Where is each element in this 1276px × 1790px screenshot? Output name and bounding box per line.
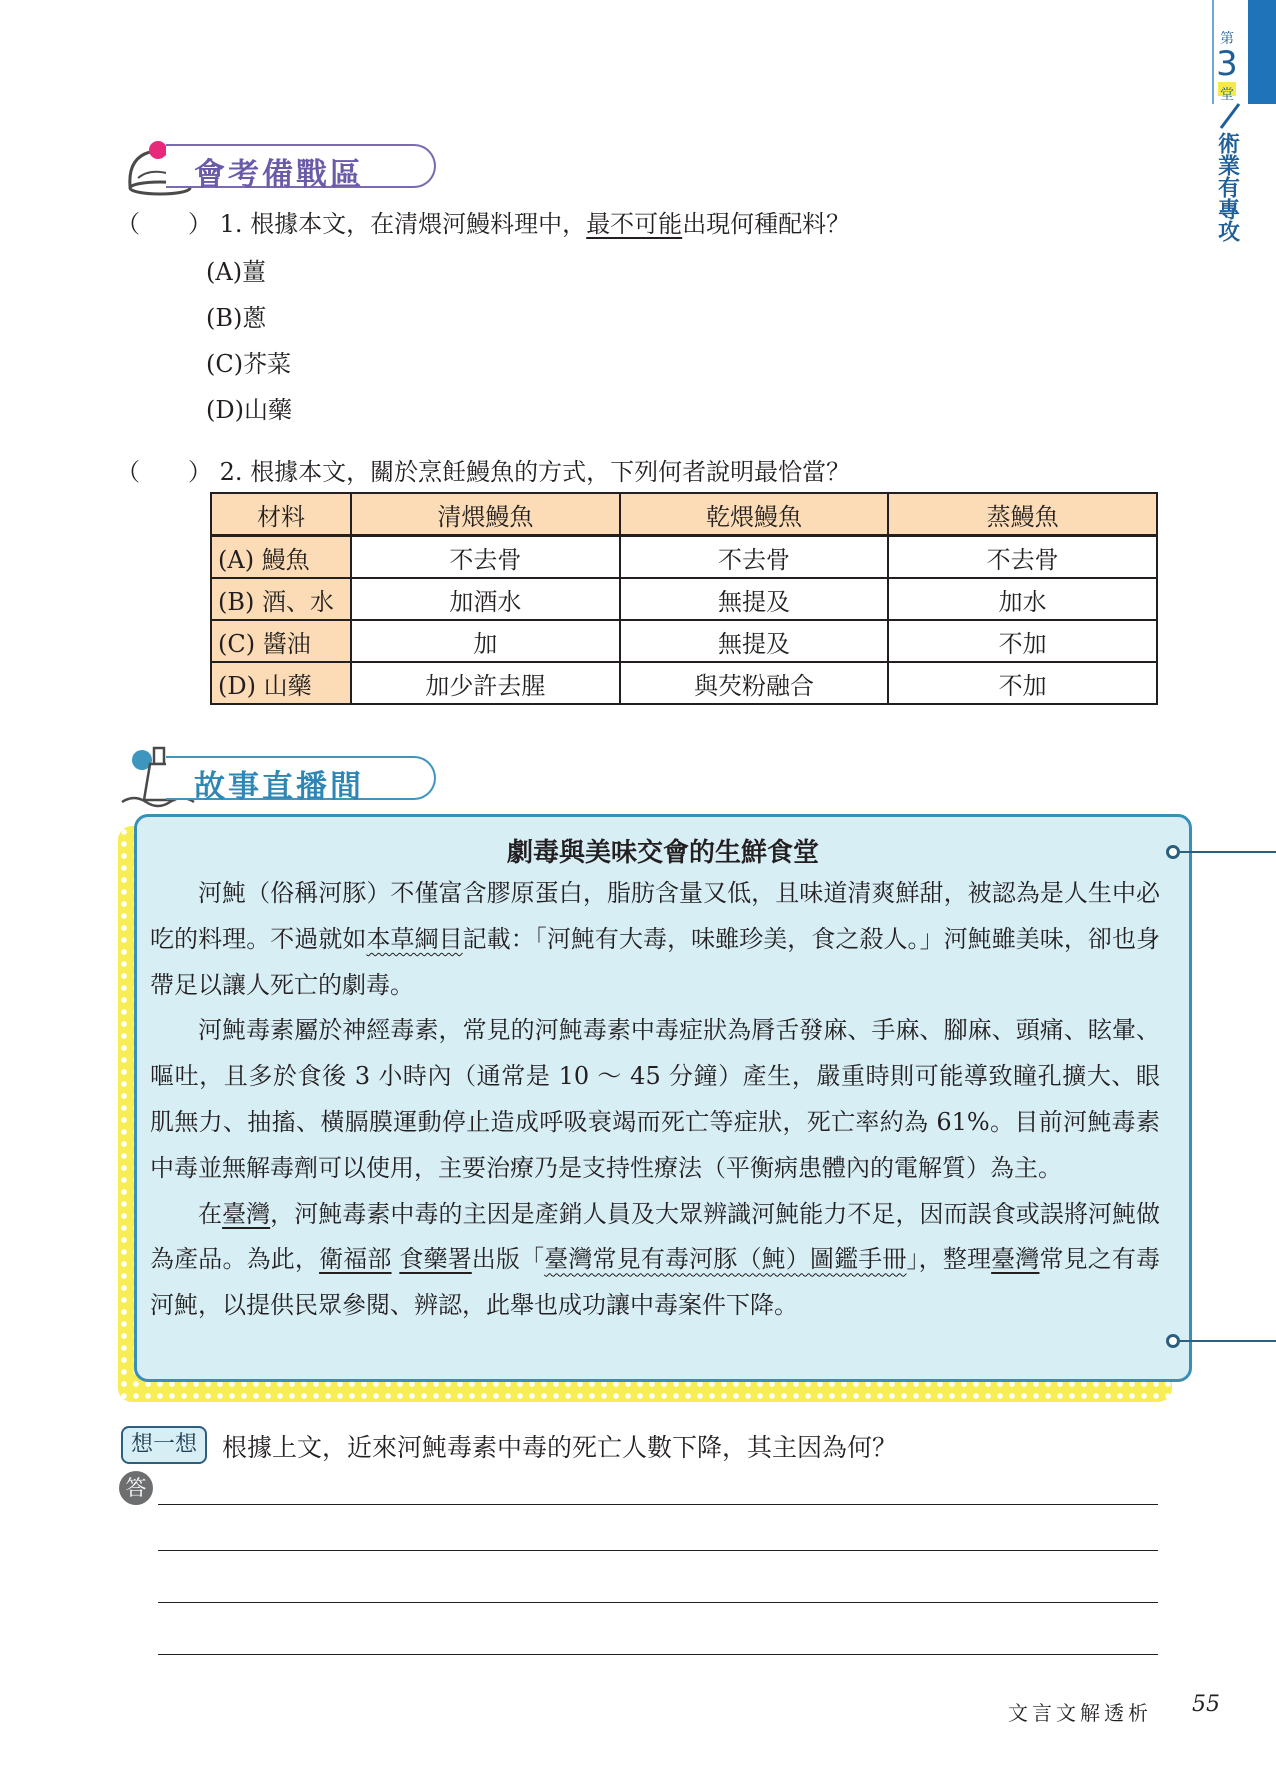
table-header-row — [211, 493, 1157, 536]
slash-divider-icon — [1215, 102, 1243, 130]
table-header: 蒸鰻魚 — [888, 493, 1157, 536]
book-title: 臺灣常見有毒河豚（魨）圖鑑手冊 — [544, 1245, 907, 1274]
answer-line[interactable] — [158, 1504, 1158, 1505]
side-tab-bar — [1248, 0, 1276, 104]
chapter-number: 3 — [1216, 44, 1238, 84]
answer-paren: （ ） — [116, 458, 212, 486]
table-cell: (C) 醬油 — [211, 620, 351, 662]
table-cell: 不去骨 — [888, 536, 1157, 579]
options-table — [210, 492, 1158, 705]
answer-line[interactable] — [158, 1654, 1158, 1655]
chapter-title-text: 術業有專攻 — [1214, 132, 1240, 242]
table-cell: 加水 — [888, 578, 1157, 620]
question-text: 根據本文，關於烹飪鰻魚的方式，下列何者說明最恰當？ — [250, 458, 851, 486]
footer-book-title: 文言文解透析 — [1008, 1701, 1152, 1725]
story-text: ，河魨毒素中毒的主因是產銷人員及大眾辨識河魨能力不足，因而誤食或誤將河魨做為產品。為此， — [150, 1199, 1161, 1274]
option-c: (C)芥菜 — [206, 350, 292, 378]
section-header-exam — [120, 138, 450, 194]
table-row — [211, 662, 1157, 704]
table-cell: 與芡粉融合 — [620, 662, 889, 704]
think-badge: 想一想 — [121, 1426, 207, 1464]
question-text-end: 出現何種配料？ — [682, 210, 851, 238]
table-cell: (D) 山藥 — [211, 662, 351, 704]
question-number: 1. — [219, 210, 243, 238]
table-header: 材料 — [211, 493, 351, 536]
question-2 — [116, 452, 850, 487]
place-name: 臺灣 — [991, 1245, 1040, 1274]
book-title: 本草綱目 — [366, 924, 463, 953]
question-text: 根據本文，在清煨河鰻料理中， — [250, 210, 587, 238]
answer-line[interactable] — [158, 1550, 1158, 1551]
story-body — [150, 871, 1160, 1329]
chapter-title — [1210, 132, 1244, 249]
place-name: 臺灣 — [222, 1199, 271, 1228]
table-row — [211, 578, 1157, 620]
section-header-story — [120, 750, 450, 806]
table-cell: (A) 鰻魚 — [211, 536, 351, 579]
question-number: 2. — [219, 458, 243, 486]
answer-icon: 答 — [119, 1471, 153, 1505]
table-cell: 不去骨 — [620, 536, 889, 579]
answer-line[interactable] — [158, 1602, 1158, 1603]
margin-pin-line — [1180, 1340, 1276, 1342]
table-cell: 加酒水 — [351, 578, 620, 620]
table-cell: 加 — [351, 620, 620, 662]
table-row — [211, 620, 1157, 662]
option-d: (D)山藥 — [206, 396, 292, 424]
story-text: 河魨（俗稱河豚）不僅富含膠原蛋白，脂肪含量又低，且味道清爽鮮甜，被認為是人生中必吃的料理。不過就如 — [150, 879, 1160, 953]
table-cell: 不加 — [888, 662, 1157, 704]
margin-pin-icon — [1166, 1334, 1180, 1348]
table-header: 清煨鰻魚 — [351, 493, 620, 536]
org-name: 食藥署 — [399, 1245, 472, 1274]
chapter-suffix: 堂 — [1220, 87, 1234, 103]
section-title: 會考備戰區 — [194, 157, 364, 193]
question-1 — [116, 204, 850, 239]
story-title: 劇毒與美味交會的生鮮食堂 — [506, 838, 819, 868]
story-text: 在 — [198, 1199, 223, 1228]
think-question: 根據上文，近來河魨毒素中毒的死亡人數下降，其主因為何？ — [222, 1433, 898, 1462]
table-cell: 無提及 — [620, 620, 889, 662]
org-name: 衛福部 — [319, 1245, 392, 1274]
table-cell: 不去骨 — [351, 536, 620, 579]
story-text: 記載：「河魨有大毒，味雖珍美，食之殺人。」河魨雖美味，卻也身帶足以讓人死亡的劇毒。 — [150, 924, 1161, 999]
story-paragraph — [150, 871, 1160, 1008]
margin-pin-line — [1180, 851, 1276, 853]
question-emphasis: 最不可能 — [586, 210, 683, 238]
table-cell: 不加 — [888, 620, 1157, 662]
table-cell: 無提及 — [620, 578, 889, 620]
table-cell: (B) 酒、水 — [211, 578, 351, 620]
margin-pin-icon — [1166, 845, 1180, 859]
section-title: 故事直播間 — [194, 769, 364, 805]
option-a: (A)薑 — [206, 258, 267, 286]
table-row — [211, 536, 1157, 579]
story-text: 出版「 — [471, 1245, 545, 1274]
table-header: 乾煨鰻魚 — [620, 493, 889, 536]
option-b: (B)蔥 — [206, 304, 267, 332]
table-cell: 加少許去腥 — [351, 662, 620, 704]
story-text: 常見之有毒河魨，以提供民眾參閱、辨認，此舉也成功讓中毒案件下降。 — [150, 1245, 1161, 1320]
chapter-prefix: 第 — [1220, 31, 1234, 47]
story-paragraph — [150, 1192, 1160, 1329]
page-number: 55 — [1192, 1692, 1220, 1717]
story-paragraph: 河魨毒素屬於神經毒素，常見的河魨毒素中毒症狀為脣舌發麻、手麻、腳麻、頭痛、眩暈、嘔吐，且多於食後 3 小時內（通常是 10 ～ 45 分鐘）產生，嚴重時則可能導致瞳孔擴大、眼肌無力、抽搐、橫膈膜運動停止造成呼吸衰竭而死亡等症狀，死亡率約為 61%。目前河魨毒素中毒並無解毒劑可以使用，主要治療乃是支持性療法（平衡病患體內的電解質）為主。 — [150, 1016, 1160, 1182]
answer-paren: （ ） — [116, 210, 212, 238]
story-text: 」，整理 — [906, 1245, 992, 1274]
